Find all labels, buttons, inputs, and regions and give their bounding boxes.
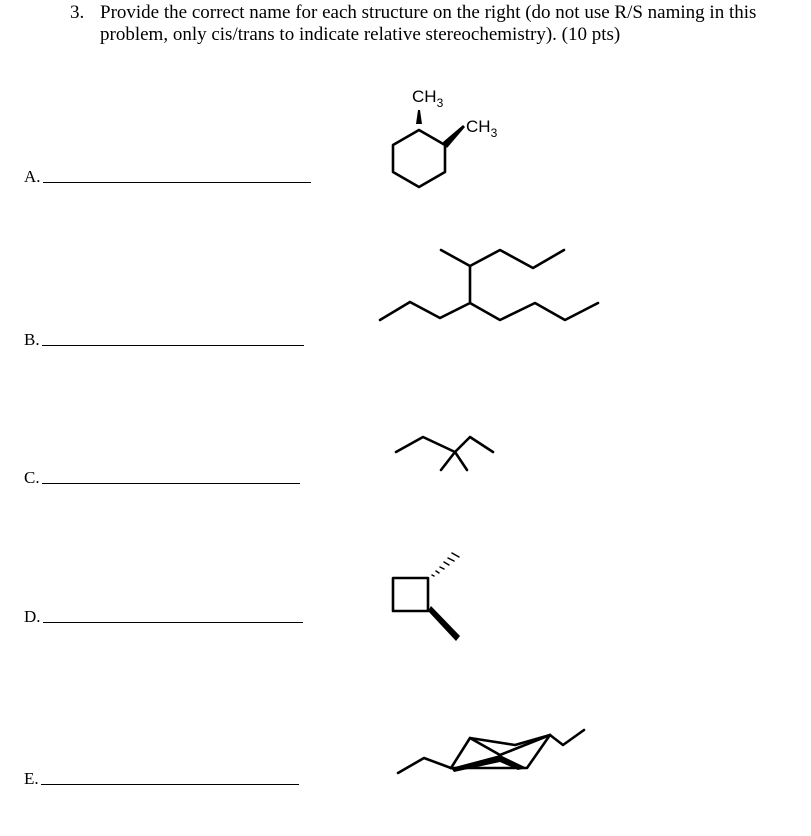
structure-d-wedge bbox=[428, 606, 460, 641]
question-text: Provide the correct name for each structure on the right (do not use R/S naming in this problem, only cis/trans to indicate relative stereochemistry). (10 pts) bbox=[100, 2, 757, 45]
structure-b-chain bbox=[380, 302, 598, 320]
answer-label-a: A. bbox=[24, 167, 41, 186]
structure-c-methyl-2 bbox=[455, 452, 467, 470]
structure-a-wedge-1 bbox=[416, 110, 422, 124]
structure-a bbox=[393, 110, 465, 187]
answer-label-d: D. bbox=[24, 607, 41, 626]
answer-label-b: B. bbox=[24, 330, 40, 349]
structure-c-chain bbox=[396, 437, 493, 452]
question-number: 3. bbox=[70, 2, 85, 23]
structure-e-left-substituent bbox=[398, 758, 451, 773]
structure-e-right-substituent bbox=[550, 730, 584, 745]
structure-b-branch bbox=[441, 250, 564, 268]
structure-a-ring bbox=[393, 130, 445, 187]
structure-a-wedge-2 bbox=[443, 125, 465, 148]
structure-d-hash-bond bbox=[432, 553, 459, 576]
structure-a-methyl-label-2: $CH_3$ bbox=[466, 117, 498, 140]
answer-label-c: C. bbox=[24, 468, 40, 487]
structure-d-ring bbox=[393, 578, 428, 611]
structure-c-methyl-1 bbox=[441, 452, 455, 470]
structure-a-methyl-label-1: $CH_3$ bbox=[412, 87, 444, 110]
answer-label-e: E. bbox=[24, 769, 39, 788]
structure-e-chair-front-bold bbox=[451, 755, 527, 772]
